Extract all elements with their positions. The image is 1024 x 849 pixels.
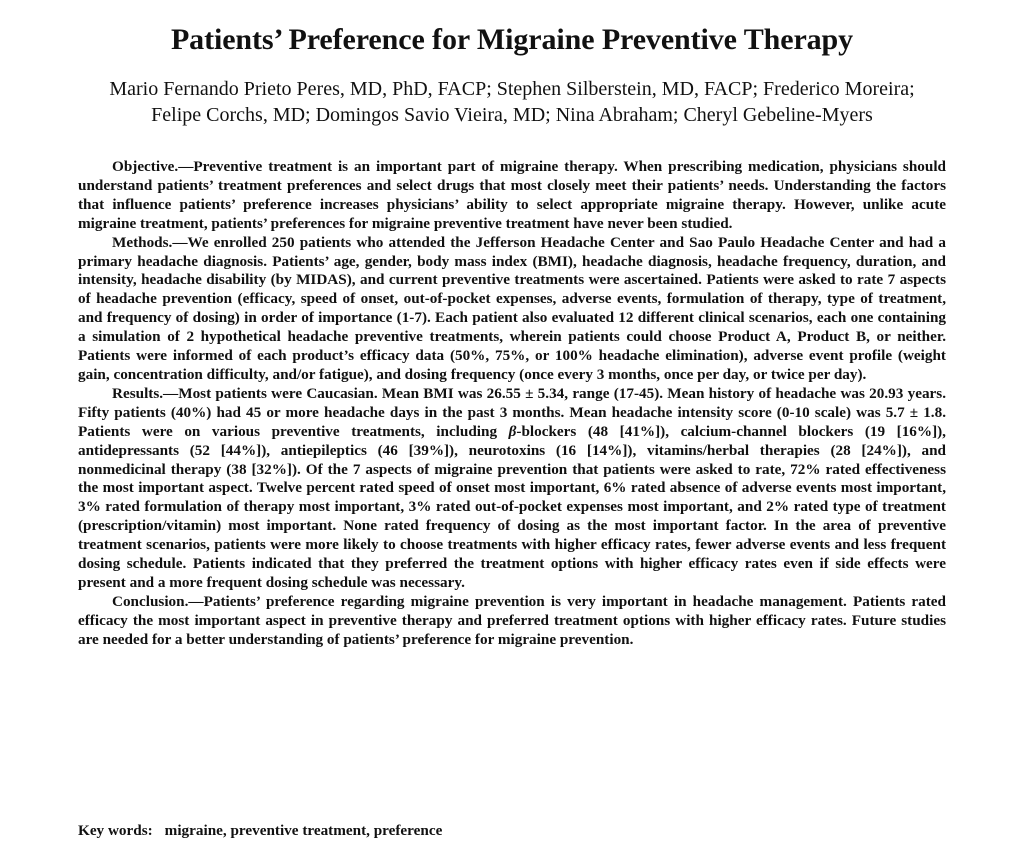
results-heading: Results.—	[112, 384, 179, 402]
keywords-label: Key words:	[78, 822, 153, 839]
abstract	[78, 158, 946, 650]
keywords-line	[78, 821, 442, 840]
results-text-part-2: -blockers (48 [41%]), calcium-channel blockers (19 [16%]), antidepressants (52 [44%]), antiepileptics (46 [39%]), neurotoxins (16 [14%]), vitamins/herbal therapies (28 [24%]), and nonmedicinal therapy (38 [32%]). Of the 7 aspects of migraine prevention that patients were asked to rate, 72% rated effectiveness the most important aspect. Twelve percent rated speed of onset most important, 6% rated absence of adverse events most important, 3% rated formulation of therapy most important, 3% rated out-of-pocket expenses most important, and 2% rated type of treatment (prescription/vitamin) most important. None rated frequency of dosing as the most important factor. In the area of preventive treatment scenarios, patients were more likely to choose treatments with higher efficacy rates, fewer adverse events and less frequent dosing schedule. Patients indicated that they preferred the treatment options with higher efficacy rates even if side effects were present and a more frequent dosing schedule was necessary.	[78, 422, 946, 591]
methods-text: We enrolled 250 patients who attended the Jefferson Headache Center and Sao Paulo Headache Center and had a primary headache diagnosis. Patients’ age, gender, body mass index (BMI), headache diagnosis, headache frequency, duration, and intensity, headache disability (by MIDAS), and current preventive treatments were ascertained. Patients were asked to rate 7 aspects of headache prevention (efficacy, speed of onset, out-of-pocket expenses, adverse events, formulation of therapy, type of treatment, and frequency of dosing) in order of importance (1-7). Each patient also evaluated 12 different clinical scenarios, each one containing a simulation of 2 hypothetical headache preventive treatments, wherein patients could choose Product A, Product B, or neither. Patients were informed of each product’s efficacy data (50%, 75%, or 100% headache elimination), adverse event profile (weight gain, concentration difficulty, and/or fatigue), and dosing frequency (once every 3 months, once per day, or twice per day).	[78, 233, 946, 383]
abstract-objective	[78, 158, 946, 234]
author-line-1: Mario Fernando Prieto Peres, MD, PhD, FACP; Stephen Silberstein, MD, FACP; Frederico Moreira;	[109, 78, 915, 100]
beta-symbol: β	[508, 422, 517, 440]
objective-heading: Objective.—	[112, 158, 194, 175]
author-line-2: Felipe Corchs, MD; Domingos Savio Vieira, MD; Nina Abraham; Cheryl Gebeline-Myers	[151, 104, 873, 126]
keywords-value: migraine, preventive treatment, preference	[164, 822, 443, 839]
author-list	[40, 76, 984, 128]
conclusion-heading: Conclusion.—	[112, 592, 204, 610]
abstract-conclusion	[78, 593, 946, 650]
objective-text: Preventive treatment is an important part of migraine therapy. When prescribing medication, physicians should understand patients’ treatment preferences and select drugs that most closely meet their patients’ needs. Understanding the factors that influence patients’ preference increases physicians’ ability to select appropriate migraine therapy. However, unlike acute migraine treatment, patients’ preferences for migraine preventive treatment have never been studied.	[78, 158, 946, 232]
paper-title: Patients’ Preference for Migraine Preventive Therapy	[170, 23, 854, 56]
abstract-methods	[78, 234, 946, 385]
results-text-part-1: Most patients were Caucasian. Mean BMI was 26.55 ± 5.34, range (17-45). Mean history of headache was 20.93 years. Fifty patients (40%) had 45 or more headache days in the past 3 months. Mean headache intensity score (0-10 scale) was 5.7 ± 1.8. Patients were on various preventive treatments, including	[78, 384, 946, 440]
conclusion-text: Patients’ preference regarding migraine prevention is very important in headache management. Patients rated efficacy the most important aspect in preventive therapy and preferred treatment options with higher efficacy rates. Future studies are needed for a better understanding of patients’ preference for migraine prevention.	[78, 592, 946, 648]
methods-heading: Methods.—	[112, 233, 188, 251]
abstract-results	[78, 385, 946, 593]
